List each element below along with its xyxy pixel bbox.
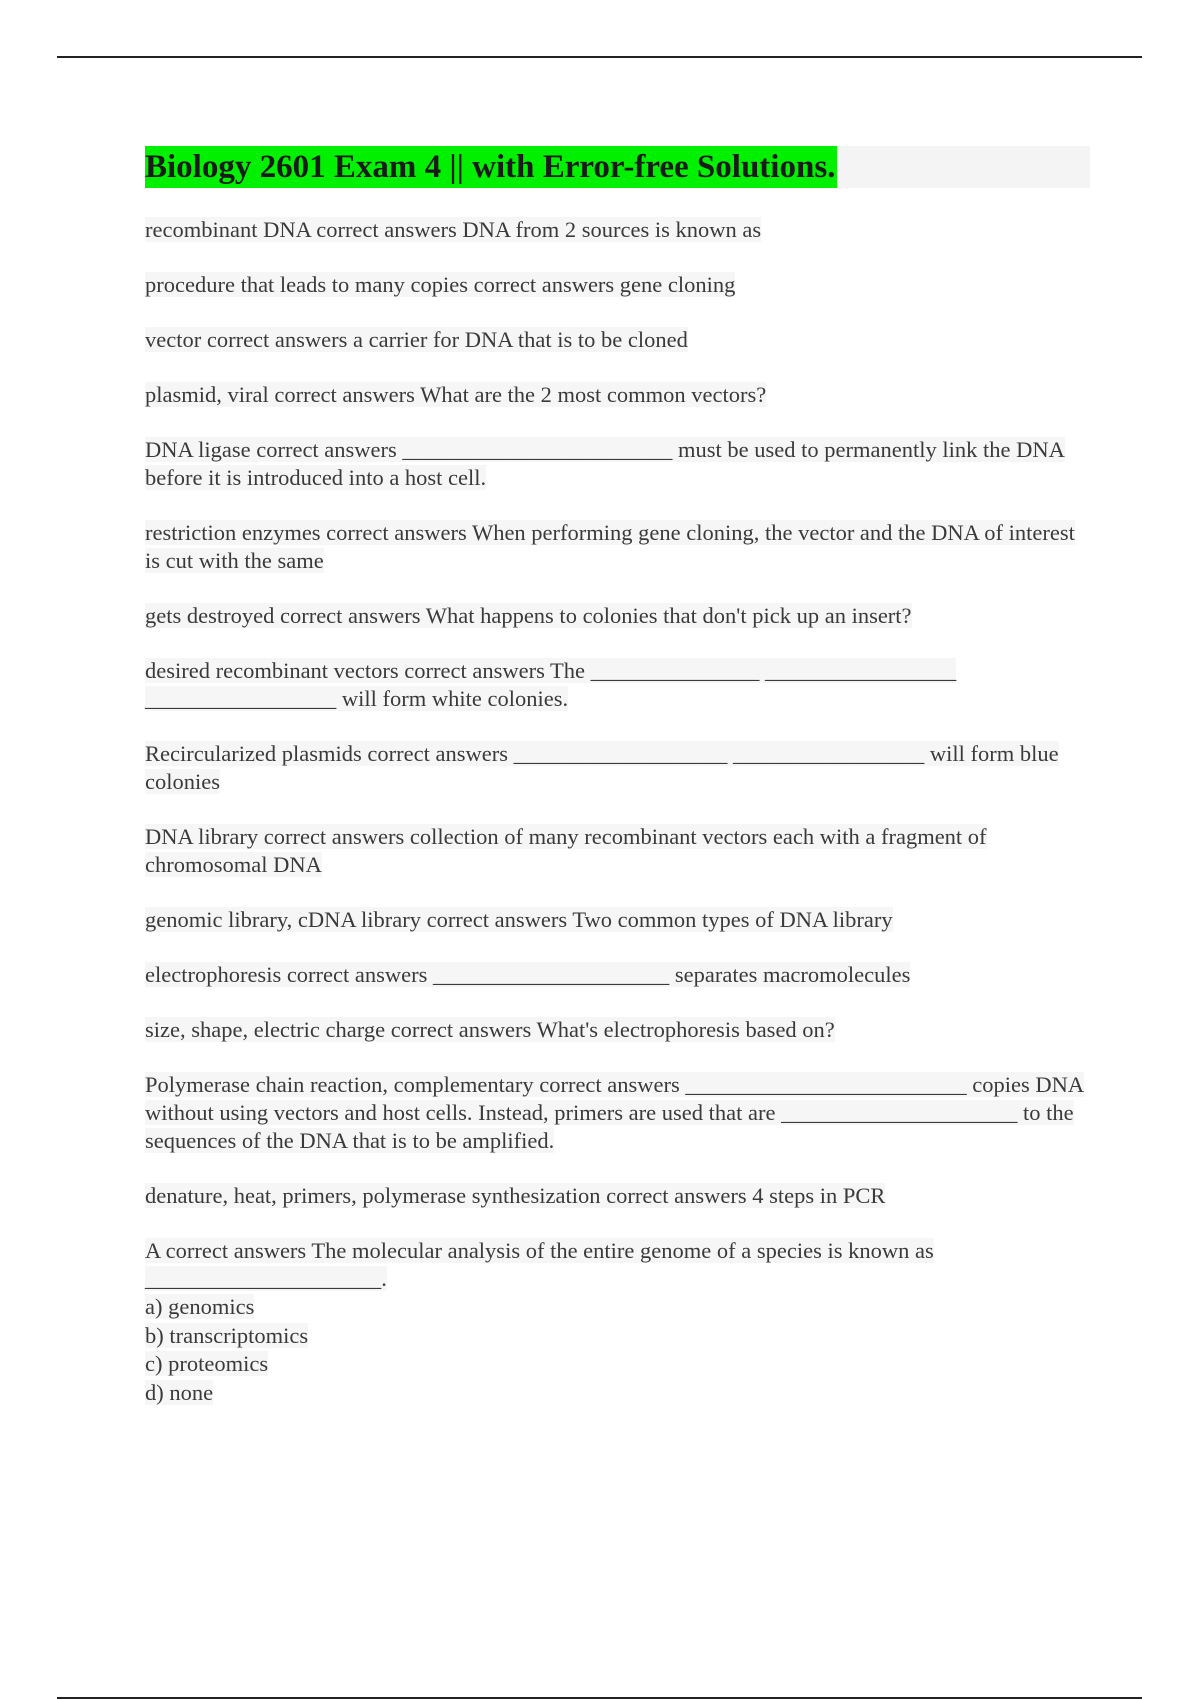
qa-item [145,1071,1090,1155]
qa-item [145,740,1090,796]
qa-item [145,823,1090,879]
qa-text: A correct answers The molecular analysis of the entire genome of a species is known as _____________________. [145,1238,934,1291]
answer-options [145,1293,1090,1407]
option-item [145,1379,1090,1408]
qa-text: electrophoresis correct answers _____________________ separates macromolecules [145,962,911,987]
option-text: a) genomics [145,1294,255,1319]
option-text: b) transcriptomics [145,1322,309,1348]
qa-text: vector correct answers a carrier for DNA that is to be cloned [145,327,688,352]
qa-text: Recircularized plasmids correct answers ___________________ _________________ will form blue colonies [145,741,1059,794]
qa-item [145,436,1090,492]
qa-item [145,602,1090,630]
qa-item [145,271,1090,299]
qa-text: size, shape, electric charge correct answers What's electrophoresis based on? [145,1017,835,1042]
qa-text: DNA library correct answers collection of many recombinant vectors each with a fragment of chromosomal DNA [145,824,987,877]
option-item [145,1322,1090,1351]
qa-text: plasmid, viral correct answers What are the 2 most common vectors? [145,382,767,407]
qa-text: procedure that leads to many copies correct answers gene cloning [145,272,736,297]
qa-item [145,1182,1090,1210]
option-text: c) proteomics [145,1351,269,1376]
qa-text: genomic library, cDNA library correct answers Two common types of DNA library [145,907,893,932]
qa-item [145,1016,1090,1044]
document-body [145,146,1090,1407]
qa-item [145,657,1090,713]
option-item [145,1350,1090,1379]
qa-text: DNA ligase correct answers ________________________ must be used to permanently link the DNA before it is introduced into a host cell. [145,437,1065,490]
title-band [145,146,1090,188]
qa-item [145,961,1090,989]
qa-text: denature, heat, primers, polymerase synthesization correct answers 4 steps in PCR [145,1183,886,1208]
option-text: d) none [145,1379,214,1405]
footer-rule [57,1697,1142,1699]
option-item [145,1293,1090,1322]
qa-text: recombinant DNA correct answers DNA from 2 sources is known as [145,217,762,242]
qa-item [145,216,1090,244]
page-title: Biology 2601 Exam 4 || with Error-free Solutions. [145,146,837,188]
qa-text: Polymerase chain reaction, complementary correct answers _________________________ copies DNA without using vectors and host cells. Instead, primers are used that are _____________________ to the sequences of the DNA that is to be amplified. [145,1072,1085,1153]
qa-item [145,519,1090,575]
qa-item [145,906,1090,934]
qa-item [145,381,1090,409]
qa-text: restriction enzymes correct answers When performing gene cloning, the vector and the DNA of interest is cut with the same [145,520,1075,573]
qa-item-multiple-choice [145,1237,1090,1293]
qa-item [145,326,1090,354]
qa-text: gets destroyed correct answers What happens to colonies that don't pick up an insert? [145,603,912,628]
header-rule [57,56,1142,58]
qa-text: desired recombinant vectors correct answers The _______________ _________________ _________________ will form white colonies. [145,658,957,711]
